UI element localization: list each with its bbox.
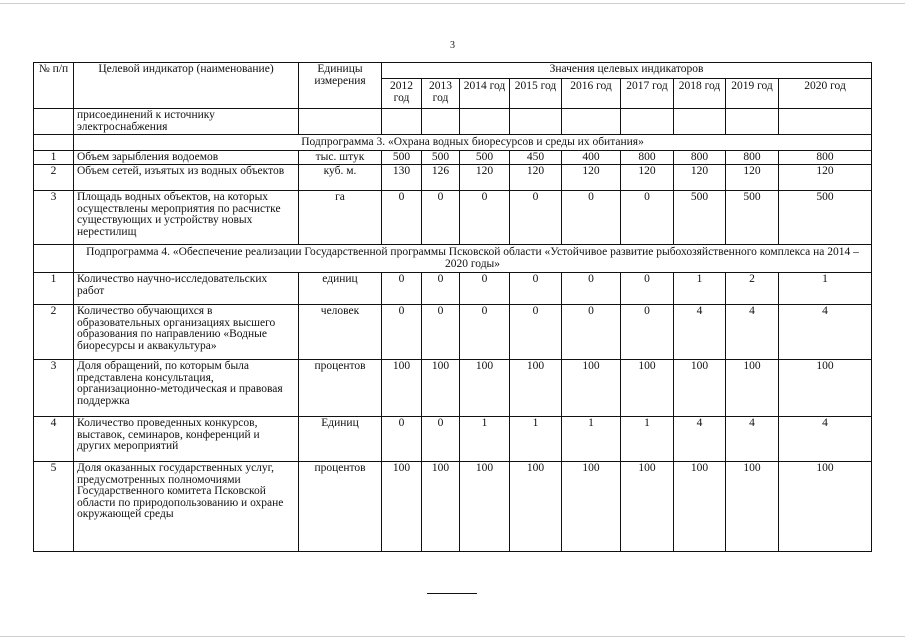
indicator-value: 0 [621,305,674,360]
indicator-value [562,109,621,135]
row-number: 1 [34,273,74,305]
table-row [34,462,872,552]
indicator-value: 4 [726,417,779,462]
row-number: 1 [34,150,74,165]
row-number: 4 [34,417,74,462]
indicator-value: 800 [726,150,779,165]
header-year: 2012 год [382,79,422,109]
indicator-value: 1 [510,417,562,462]
unit-of-measure: человек [299,305,382,360]
table-row [34,360,872,417]
row-number [34,109,74,135]
table-row [34,165,872,191]
indicator-name: Объем сетей, изъятых из водных объектов [74,165,299,191]
indicator-value: 120 [562,165,621,191]
indicator-value: 100 [510,360,562,417]
table-row [34,417,872,462]
indicator-value: 1 [460,417,510,462]
indicator-value: 0 [621,273,674,305]
indicator-value: 4 [779,417,872,462]
unit-of-measure: Единиц [299,417,382,462]
indicator-value: 1 [562,417,621,462]
indicator-value: 4 [779,305,872,360]
indicator-value: 120 [674,165,726,191]
indicator-name: Количество обучающихся в образовательных организациях высшего образования по направлению «Водные биоресурсы и аквакультура» [74,305,299,360]
unit-of-measure: процентов [299,462,382,552]
indicator-value: 1 [674,273,726,305]
continuation-row [34,109,872,135]
indicator-value: 400 [562,150,621,165]
indicator-value: 0 [460,305,510,360]
indicator-value: 100 [382,462,422,552]
indicator-value: 120 [726,165,779,191]
indicator-value [382,109,422,135]
table-row [34,191,872,245]
indicator-value [510,109,562,135]
indicators-table [33,62,872,552]
indicator-value: 100 [779,360,872,417]
indicator-value: 800 [621,150,674,165]
row-number: 2 [34,305,74,360]
indicator-value: 100 [674,462,726,552]
indicators-table-body [34,63,872,552]
indicator-value: 100 [779,462,872,552]
header-year: 2014 год [460,79,510,109]
indicator-value [674,109,726,135]
indicator-value: 500 [460,150,510,165]
header-year: 2013 год [422,79,460,109]
header-values-group: Значения целевых индикаторов [382,63,872,79]
indicator-value: 1 [621,417,674,462]
indicator-value: 0 [460,191,510,245]
scan-bottom-edge [0,636,905,637]
indicator-name: Площадь водных объектов, на которых осуществлены мероприятия по расчистке существующих и устройству новых нерестилищ [74,191,299,245]
table-row [34,150,872,165]
indicator-value: 100 [422,360,460,417]
table-row [34,305,872,360]
indicator-value: 0 [621,191,674,245]
indicator-value: 120 [779,165,872,191]
header-year: 2016 год [562,79,621,109]
indicator-value: 100 [460,462,510,552]
indicator-value: 100 [562,462,621,552]
header-indicator: Целевой индикатор (наименование) [74,63,299,109]
unit-of-measure: процентов [299,360,382,417]
table-row [34,273,872,305]
indicator-value: 100 [382,360,422,417]
indicator-value: 500 [674,191,726,245]
header-year: 2017 год [621,79,674,109]
indicator-value: 500 [726,191,779,245]
indicator-value: 0 [382,273,422,305]
indicator-value: 4 [726,305,779,360]
indicator-value: 0 [562,273,621,305]
scan-top-edge [0,3,905,4]
indicator-value: 130 [382,165,422,191]
indicator-value: 0 [562,305,621,360]
indicator-value: 500 [779,191,872,245]
indicator-name: Количество научно-исследовательских работ [74,273,299,305]
indicator-value: 100 [621,462,674,552]
indicator-value [422,109,460,135]
indicator-value: 0 [422,273,460,305]
indicator-value: 0 [422,191,460,245]
header-row-1 [34,63,872,79]
indicator-value: 4 [674,305,726,360]
header-year: 2020 год [779,79,872,109]
indicator-name: присоединений к источнику электроснабжения [74,109,299,135]
unit-of-measure: единиц [299,273,382,305]
indicator-value [726,109,779,135]
indicator-value: 100 [726,462,779,552]
indicator-value: 0 [422,305,460,360]
row-number: 5 [34,462,74,552]
header-year: 2019 год [726,79,779,109]
indicator-value: 1 [779,273,872,305]
indicator-value [621,109,674,135]
indicator-value: 100 [460,360,510,417]
indicator-value: 100 [562,360,621,417]
indicator-value: 0 [382,191,422,245]
header-units: Единицы измерения [299,63,382,109]
row-number: 2 [34,165,74,191]
indicator-value: 100 [621,360,674,417]
indicator-value: 0 [510,305,562,360]
indicator-name: Количество проведенных конкурсов, выставок, семинаров, конференций и других мероприятий [74,417,299,462]
indicator-value: 126 [422,165,460,191]
indicator-value: 500 [382,150,422,165]
unit-of-measure: тыс. штук [299,150,382,165]
indicator-value: 100 [674,360,726,417]
footer-rule [427,593,477,594]
indicator-value: 0 [382,417,422,462]
subprogram-4-row [34,245,872,273]
header-year: 2015 год [510,79,562,109]
indicator-value: 800 [779,150,872,165]
page-number: 3 [450,40,455,51]
subprogram-title: Подпрограмма 3. «Охрана водных биоресурсов и среды их обитания» [74,135,872,151]
empty-cell [34,135,74,151]
subprogram-title: Подпрограмма 4. «Обеспечение реализации Государственной программы Псковской области «Устойчивое развитие рыбохозяйственного комплекса на 2014 – 2020 годы» [74,245,872,273]
indicator-value: 100 [422,462,460,552]
indicator-value: 120 [460,165,510,191]
indicator-value: 4 [674,417,726,462]
indicator-value: 450 [510,150,562,165]
indicator-value: 120 [621,165,674,191]
subprogram-3-row [34,135,872,151]
indicator-value [460,109,510,135]
header-num: № п/п [34,63,74,109]
row-number: 3 [34,191,74,245]
indicator-value: 120 [510,165,562,191]
empty-cell [34,245,74,273]
indicator-name: Доля оказанных государственных услуг, предусмотренных полномочиями Государственного комитета Псковской области по природопользованию и охране окружающей среды [74,462,299,552]
indicator-value: 0 [382,305,422,360]
indicator-value: 0 [460,273,510,305]
header-year: 2018 год [674,79,726,109]
indicator-value: 0 [562,191,621,245]
indicator-value: 0 [422,417,460,462]
unit-of-measure: куб. м. [299,165,382,191]
indicator-value: 0 [510,191,562,245]
indicator-value: 100 [510,462,562,552]
indicator-value: 100 [726,360,779,417]
indicator-name: Доля обращений, по которым была представлена консультация, организационно-методическая и правовая поддержка [74,360,299,417]
indicator-value: 0 [510,273,562,305]
row-number: 3 [34,360,74,417]
indicator-value: 2 [726,273,779,305]
unit-of-measure: га [299,191,382,245]
indicator-value: 800 [674,150,726,165]
indicator-value [779,109,872,135]
indicator-value: 500 [422,150,460,165]
indicator-name: Объем зарыбления водоемов [74,150,299,165]
unit-of-measure [299,109,382,135]
